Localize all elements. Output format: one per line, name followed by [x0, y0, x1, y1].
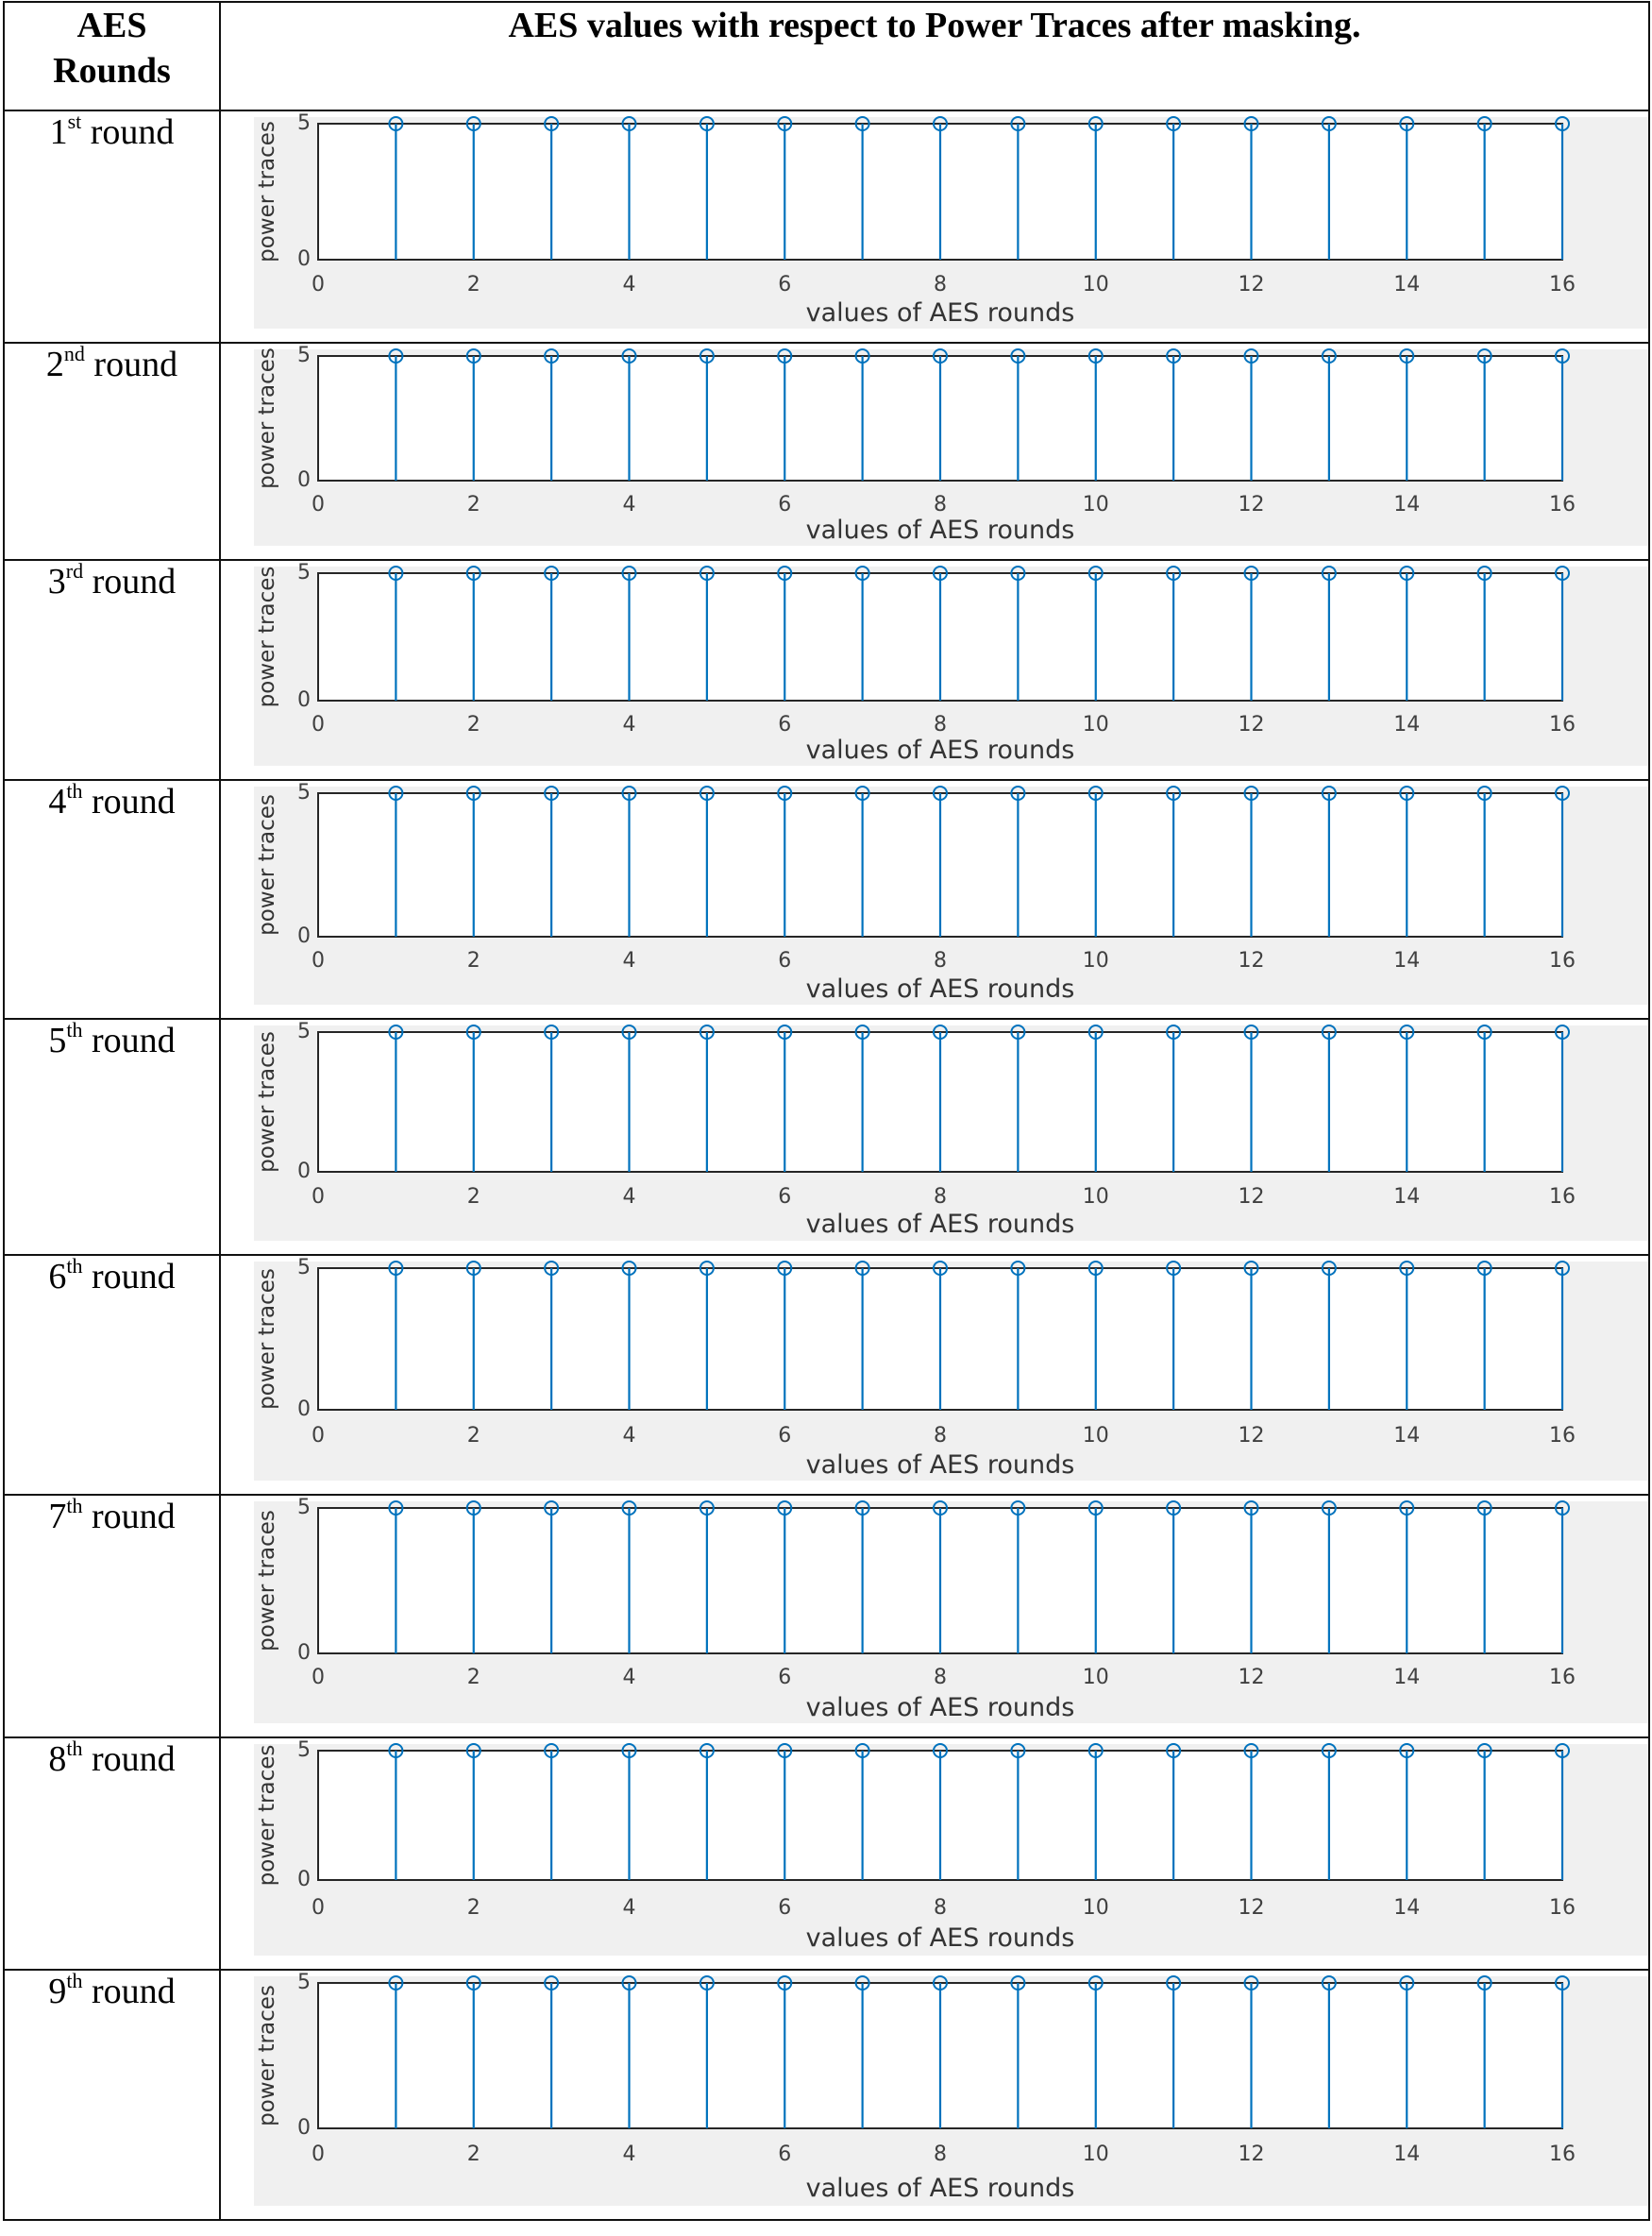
x-tick-label: 8 [934, 949, 947, 973]
x-tick-label: 14 [1393, 949, 1421, 973]
x-tick-label: 10 [1082, 713, 1109, 737]
x-tick-label: 4 [622, 949, 636, 973]
y-tick-label: 0 [297, 1160, 311, 1183]
y-axis-label: power traces [255, 566, 279, 708]
round-ordinal-suffix: st [67, 110, 82, 133]
y-tick-label: 0 [297, 1398, 311, 1421]
x-tick-label: 0 [312, 273, 325, 296]
x-tick-label: 12 [1238, 273, 1265, 296]
x-tick-label: 12 [1238, 1666, 1265, 1689]
x-tick-label: 8 [934, 1424, 947, 1448]
round-label [4, 1255, 220, 1495]
y-axis-label: power traces [255, 1268, 279, 1410]
round-label [4, 780, 220, 1019]
round-row [4, 1019, 1649, 1255]
header-aes-rounds [4, 2, 220, 110]
x-tick-label: 0 [312, 493, 325, 517]
round-number: 2 [45, 345, 64, 384]
x-tick-label: 14 [1393, 493, 1421, 517]
round-ordinal-suffix: rd [65, 559, 84, 583]
x-tick-label: 10 [1082, 493, 1109, 517]
y-tick-label: 5 [297, 561, 311, 584]
x-tick-label: 6 [778, 2143, 792, 2166]
y-tick-label: 5 [297, 1256, 311, 1279]
x-axis-label: values of AES rounds [805, 1693, 1075, 1722]
stem-chart [221, 1738, 1648, 1967]
x-tick-label: 8 [934, 2143, 947, 2166]
stem-chart [221, 1971, 1648, 2217]
round-word: round [82, 1497, 176, 1536]
x-tick-label: 12 [1238, 1424, 1265, 1448]
x-tick-label: 16 [1549, 493, 1576, 517]
plot-cell [220, 1737, 1649, 1970]
x-tick-label: 0 [312, 1424, 325, 1448]
round-ordinal-suffix: nd [63, 342, 85, 365]
stem-chart [221, 1256, 1648, 1492]
round-word: round [82, 1972, 176, 2011]
y-tick-label: 5 [297, 1496, 311, 1519]
x-axis-label: values of AES rounds [805, 1450, 1075, 1480]
plot-cell [220, 343, 1649, 560]
x-axis-label: values of AES rounds [805, 974, 1075, 1004]
round-row [4, 560, 1649, 780]
round-number: 1 [49, 112, 68, 152]
x-tick-label: 2 [466, 1666, 480, 1689]
header-aes-rounds-line1: AES [76, 6, 147, 45]
x-axis-label: values of AES rounds [805, 298, 1075, 328]
stem-chart [221, 1496, 1648, 1735]
round-label [4, 343, 220, 560]
x-tick-label: 4 [622, 493, 636, 517]
x-tick-label: 2 [466, 1185, 480, 1209]
y-tick-label: 0 [297, 468, 311, 492]
header-row [4, 2, 1649, 110]
x-tick-label: 4 [622, 1185, 636, 1209]
round-row [4, 1737, 1649, 1970]
round-word: round [82, 782, 176, 822]
x-tick-label: 10 [1082, 1424, 1109, 1448]
x-tick-label: 14 [1393, 1666, 1421, 1689]
y-tick-label: 0 [297, 247, 311, 271]
x-tick-label: 10 [1082, 949, 1109, 973]
x-tick-label: 0 [312, 1896, 325, 1920]
x-tick-label: 16 [1549, 713, 1576, 737]
x-tick-label: 16 [1549, 1896, 1576, 1920]
x-tick-label: 14 [1393, 1896, 1421, 1920]
y-tick-label: 0 [297, 2116, 311, 2140]
x-tick-label: 0 [312, 1185, 325, 1209]
x-tick-label: 2 [466, 713, 480, 737]
y-axis-label: power traces [255, 1510, 279, 1652]
round-row [4, 110, 1649, 343]
x-tick-label: 2 [466, 1424, 480, 1448]
x-tick-label: 6 [778, 713, 792, 737]
y-tick-label: 0 [297, 1641, 311, 1665]
round-row [4, 1255, 1649, 1495]
x-tick-label: 12 [1238, 713, 1265, 737]
round-label [4, 560, 220, 780]
x-tick-label: 8 [934, 1896, 947, 1920]
round-row [4, 1495, 1649, 1737]
x-tick-label: 10 [1082, 1185, 1109, 1209]
x-tick-label: 10 [1082, 2143, 1109, 2166]
x-tick-label: 4 [622, 1896, 636, 1920]
x-tick-label: 2 [466, 949, 480, 973]
x-tick-label: 14 [1393, 1424, 1421, 1448]
round-ordinal-suffix: th [66, 1254, 83, 1278]
x-tick-label: 12 [1238, 949, 1265, 973]
plot-cell [220, 1255, 1649, 1495]
y-axis-label: power traces [255, 794, 279, 936]
y-tick-label: 5 [297, 111, 311, 135]
x-tick-label: 2 [466, 1896, 480, 1920]
round-label [4, 110, 220, 343]
header-aes-rounds-line2: Rounds [53, 51, 171, 91]
x-tick-label: 6 [778, 1896, 792, 1920]
header-aes-values: AES values with respect to Power Traces after masking. [220, 2, 1649, 110]
round-ordinal-suffix: th [66, 779, 83, 803]
x-tick-label: 6 [778, 1185, 792, 1209]
round-label [4, 1019, 220, 1255]
x-tick-label: 8 [934, 1185, 947, 1209]
y-tick-label: 0 [297, 1868, 311, 1891]
x-tick-label: 6 [778, 493, 792, 517]
stem-chart [221, 561, 1648, 777]
stem-chart [221, 1020, 1648, 1252]
round-row [4, 1970, 1649, 2220]
y-tick-label: 0 [297, 688, 311, 712]
y-tick-label: 5 [297, 344, 311, 367]
x-axis-label: values of AES rounds [805, 1210, 1075, 1239]
x-tick-label: 10 [1082, 273, 1109, 296]
x-tick-label: 0 [312, 1666, 325, 1689]
x-axis-label: values of AES rounds [805, 1923, 1075, 1953]
y-tick-label: 0 [297, 924, 311, 948]
x-tick-label: 16 [1549, 273, 1576, 296]
x-tick-label: 12 [1238, 493, 1265, 517]
round-word: round [81, 112, 175, 152]
x-tick-label: 4 [622, 713, 636, 737]
y-axis-label: power traces [255, 347, 279, 489]
x-tick-label: 0 [312, 713, 325, 737]
round-label [4, 1495, 220, 1737]
x-tick-label: 10 [1082, 1896, 1109, 1920]
round-label [4, 1970, 220, 2220]
x-tick-label: 14 [1393, 713, 1421, 737]
x-tick-label: 16 [1549, 1185, 1576, 1209]
plot-cell [220, 110, 1649, 343]
round-number: 5 [48, 1021, 67, 1060]
x-tick-label: 6 [778, 1424, 792, 1448]
x-tick-label: 16 [1549, 2143, 1576, 2166]
round-row [4, 343, 1649, 560]
plot-cell [220, 1970, 1649, 2220]
x-tick-label: 16 [1549, 949, 1576, 973]
round-number: 7 [48, 1497, 67, 1536]
x-tick-label: 8 [934, 493, 947, 517]
round-word: round [82, 1257, 176, 1296]
round-number: 4 [48, 782, 67, 822]
x-tick-label: 2 [466, 493, 480, 517]
plot-cell [220, 780, 1649, 1019]
x-tick-label: 4 [622, 1666, 636, 1689]
x-tick-label: 4 [622, 2143, 636, 2166]
round-number: 9 [48, 1972, 67, 2011]
round-label [4, 1737, 220, 1970]
y-axis-label: power traces [255, 1031, 279, 1173]
y-tick-label: 5 [297, 1020, 311, 1043]
x-tick-label: 0 [312, 949, 325, 973]
x-tick-label: 12 [1238, 2143, 1265, 2166]
x-tick-label: 6 [778, 1666, 792, 1689]
y-tick-label: 5 [297, 781, 311, 805]
x-tick-label: 8 [934, 1666, 947, 1689]
x-tick-label: 16 [1549, 1424, 1576, 1448]
x-tick-label: 2 [466, 2143, 480, 2166]
x-axis-label: values of AES rounds [805, 736, 1075, 765]
round-row [4, 780, 1649, 1019]
x-tick-label: 14 [1393, 273, 1421, 296]
y-tick-label: 5 [297, 1971, 311, 1994]
round-word: round [83, 562, 177, 601]
stem-chart [221, 344, 1648, 557]
x-axis-label: values of AES rounds [805, 516, 1075, 545]
round-number: 6 [48, 1257, 67, 1296]
x-tick-label: 14 [1393, 1185, 1421, 1209]
y-tick-label: 5 [297, 1738, 311, 1762]
x-tick-label: 0 [312, 2143, 325, 2166]
round-ordinal-suffix: th [66, 1494, 83, 1517]
x-tick-label: 8 [934, 713, 947, 737]
x-tick-label: 14 [1393, 2143, 1421, 2166]
x-axis-label: values of AES rounds [805, 2174, 1075, 2203]
results-table [3, 1, 1650, 2221]
x-tick-label: 12 [1238, 1896, 1265, 1920]
x-tick-label: 6 [778, 273, 792, 296]
x-tick-label: 12 [1238, 1185, 1265, 1209]
round-word: round [82, 1739, 176, 1779]
y-axis-label: power traces [255, 1985, 279, 2126]
round-ordinal-suffix: th [66, 1969, 83, 1992]
round-number: 8 [48, 1739, 67, 1779]
x-tick-label: 16 [1549, 1666, 1576, 1689]
plot-cell [220, 1495, 1649, 1737]
x-tick-label: 2 [466, 273, 480, 296]
x-tick-label: 10 [1082, 1666, 1109, 1689]
round-number: 3 [47, 562, 66, 601]
x-tick-label: 4 [622, 1424, 636, 1448]
plot-cell [220, 560, 1649, 780]
x-tick-label: 8 [934, 273, 947, 296]
round-word: round [84, 345, 178, 384]
stem-chart [221, 111, 1648, 340]
y-axis-label: power traces [255, 121, 279, 263]
stem-chart [221, 781, 1648, 1016]
y-axis-label: power traces [255, 1744, 279, 1887]
round-ordinal-suffix: th [66, 1736, 83, 1760]
round-ordinal-suffix: th [66, 1018, 83, 1042]
x-tick-label: 4 [622, 273, 636, 296]
x-tick-label: 6 [778, 949, 792, 973]
round-word: round [82, 1021, 176, 1060]
plot-cell [220, 1019, 1649, 1255]
